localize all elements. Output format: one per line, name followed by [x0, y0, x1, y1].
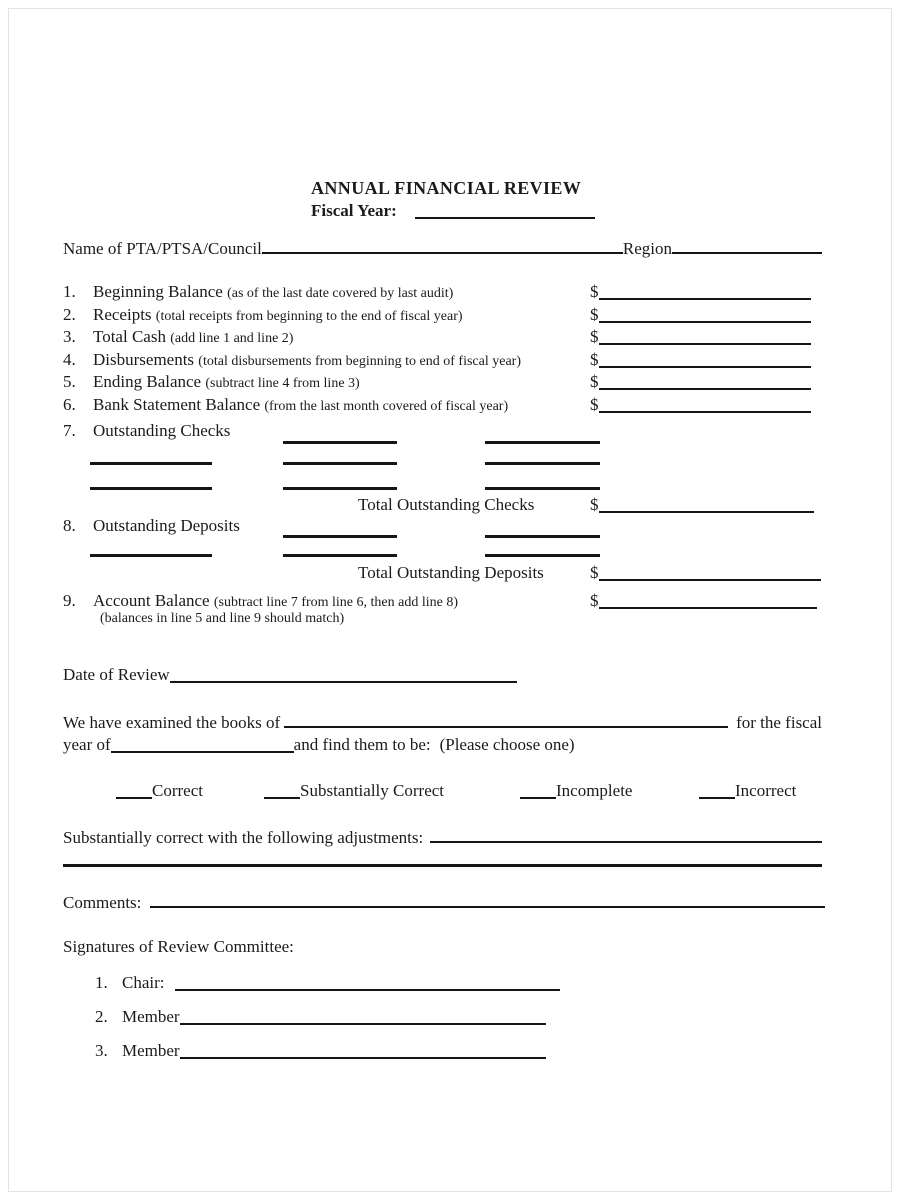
line-6: [63, 394, 822, 417]
examined-line-2: [63, 735, 822, 758]
line-3-number: 3.: [63, 327, 76, 347]
choice-correct-label: Correct: [152, 781, 203, 800]
date-of-review-row: [63, 665, 517, 685]
year-of-label: year of: [63, 734, 111, 754]
deposits-label: Outstanding Deposits: [93, 516, 240, 535]
deposit-blank[interactable]: [283, 554, 397, 557]
total-deposits-row: [358, 563, 544, 583]
signatures-heading: Signatures of Review Committee:: [63, 937, 294, 956]
line-3-amount-blank[interactable]: [599, 329, 811, 345]
amount-lines: [63, 281, 822, 417]
choice-incomplete: [520, 781, 632, 801]
examined-line-1: [63, 712, 822, 735]
signature-3-number: 3.: [95, 1040, 108, 1060]
adjustments-blank[interactable]: [430, 827, 822, 843]
line-9-note: (subtract line 7 from line 6, then add line 8): [213, 595, 458, 610]
line-2-number: 2.: [63, 304, 76, 324]
line-9-amount-blank[interactable]: [599, 593, 817, 609]
line-6-number: 6.: [63, 394, 76, 414]
line-9: [63, 590, 822, 613]
balances-match-note: (balances in line 5 and line 9 should match): [100, 611, 345, 626]
deposit-blank[interactable]: [90, 554, 212, 557]
line-9-currency: $: [590, 591, 599, 610]
line-5-note: (subtract line 4 from line 3): [205, 376, 360, 392]
total-deposits-currency: $: [590, 563, 599, 582]
fiscal-year-label: Fiscal Year:: [311, 201, 397, 220]
line-2-label: Receipts: [93, 304, 152, 324]
year-of-blank[interactable]: [111, 737, 294, 753]
choice-correct: [116, 781, 203, 801]
total-deposits-blank[interactable]: [599, 565, 821, 581]
signature-1-number: 1.: [95, 973, 108, 992]
title-block: [311, 177, 595, 222]
pta-name-label: Name of PTA/PTSA/Council: [63, 239, 262, 258]
line-5-currency: $: [590, 372, 599, 392]
line-1-amount-blank[interactable]: [599, 284, 811, 300]
line-1-number: 1.: [63, 282, 76, 301]
line-5: [63, 371, 822, 394]
line-4-amount-blank[interactable]: [599, 352, 811, 368]
check-blank[interactable]: [485, 462, 600, 465]
check-blank[interactable]: [90, 462, 212, 465]
choice-incorrect: [699, 781, 796, 801]
total-checks-currency: $: [590, 495, 599, 514]
page-title: ANNUAL FINANCIAL REVIEW: [311, 178, 582, 198]
line-1: [63, 281, 822, 304]
line-4: [63, 349, 822, 372]
total-deposits-label: Total Outstanding Deposits: [358, 563, 544, 582]
line-6-currency: $: [590, 394, 599, 414]
line-9-number: 9.: [63, 591, 76, 610]
choice-substantially-correct: [264, 781, 444, 801]
check-blank[interactable]: [90, 487, 212, 490]
choose-one-label: (Please choose one): [439, 734, 575, 754]
total-checks-blank[interactable]: [599, 497, 814, 513]
line-1-note: (as of the last date covered by last audit): [227, 286, 454, 301]
comments-blank[interactable]: [150, 892, 825, 908]
choice-incomplete-label: Incomplete: [556, 781, 633, 800]
adjustments-continuation-blank[interactable]: [63, 864, 822, 867]
line-5-number: 5.: [63, 372, 76, 392]
total-checks-row: [358, 495, 534, 515]
comments-label: Comments:: [63, 893, 142, 912]
signature-2-label: Member: [122, 1006, 180, 1026]
outstanding-checks-section: [63, 419, 822, 519]
line-1-currency: $: [590, 282, 599, 301]
signature-2-number: 2.: [95, 1006, 108, 1026]
line-3: [63, 326, 822, 349]
find-them-label: and find them to be:: [293, 734, 431, 754]
line-3-currency: $: [590, 327, 599, 347]
check-blank[interactable]: [283, 462, 397, 465]
check-blank[interactable]: [283, 441, 397, 444]
checks-number: 7.: [63, 421, 76, 440]
chair-signature-blank[interactable]: [175, 975, 560, 991]
date-of-review-label: Date of Review: [63, 665, 170, 684]
signature-1-label: Chair:: [122, 973, 165, 992]
signature-3-label: Member: [122, 1040, 180, 1060]
check-blank[interactable]: [485, 487, 600, 490]
total-checks-label: Total Outstanding Checks: [358, 495, 535, 514]
line-3-note: (add line 1 and line 2): [170, 331, 294, 347]
line-4-currency: $: [590, 349, 599, 369]
signatures-list: [95, 971, 575, 1072]
line-4-label: Disbursements: [93, 349, 195, 369]
choice-substantially-correct-label: Substantially Correct: [300, 781, 445, 800]
fiscal-year-row: [311, 200, 595, 222]
deposit-blank[interactable]: [485, 554, 600, 557]
outstanding-deposits-section: [63, 516, 822, 592]
checks-label: Outstanding Checks: [93, 421, 231, 440]
checks-label-row: [63, 421, 230, 441]
choice-correct-blank[interactable]: [116, 783, 152, 799]
signature-row-chair: [95, 971, 575, 1005]
examined-prefix: We have examined the books of: [63, 713, 281, 732]
line-6-label: Bank Statement Balance: [93, 394, 261, 414]
deposits-label-row: [63, 516, 240, 536]
region-label: Region: [622, 239, 672, 258]
line-4-note: (total disbursements from beginning to end of fiscal year): [198, 353, 521, 369]
region-blank[interactable]: [672, 238, 822, 254]
line-3-label: Total Cash: [93, 327, 166, 347]
choices-row: [63, 781, 822, 805]
signature-row-member-2: [95, 1005, 575, 1039]
line-1-label: Beginning Balance: [93, 282, 223, 301]
choice-incorrect-label: Incorrect: [735, 781, 797, 800]
examined-suffix: for the fiscal: [736, 713, 822, 732]
line-2-currency: $: [590, 304, 599, 324]
name-region-row: [63, 238, 822, 259]
check-blank[interactable]: [283, 487, 397, 490]
member-signature-blank[interactable]: [180, 1009, 546, 1025]
line-5-label: Ending Balance: [93, 372, 202, 392]
deposit-blank[interactable]: [485, 535, 600, 538]
choice-incomplete-blank[interactable]: [520, 783, 556, 799]
line-2-note: (total receipts from beginning to the end of fiscal year): [155, 308, 463, 324]
line-6-amount-blank[interactable]: [599, 397, 811, 413]
line-6-note: (from the last month covered of fiscal year): [264, 398, 509, 414]
pta-name-blank[interactable]: [262, 238, 623, 254]
deposit-blank[interactable]: [283, 535, 397, 538]
examined-section: [63, 712, 822, 757]
line-4-number: 4.: [63, 349, 76, 369]
signature-row-member-3: [95, 1039, 575, 1073]
line-2: [63, 304, 822, 327]
choice-incorrect-blank[interactable]: [699, 783, 735, 799]
member-signature-blank[interactable]: [180, 1043, 546, 1059]
line-2-amount-blank[interactable]: [599, 307, 811, 323]
date-of-review-blank[interactable]: [170, 667, 517, 683]
examined-books-blank[interactable]: [284, 712, 728, 728]
check-blank[interactable]: [485, 441, 600, 444]
choice-substantially-correct-blank[interactable]: [264, 783, 300, 799]
line-5-amount-blank[interactable]: [599, 374, 811, 390]
fiscal-year-blank[interactable]: [415, 203, 595, 219]
deposits-number: 8.: [63, 516, 76, 535]
line-9-label: Account Balance: [93, 591, 210, 610]
comments-row: [63, 892, 825, 913]
adjustments-label: Substantially correct with the following adjustments:: [63, 828, 424, 847]
adjustments-row: [63, 827, 822, 848]
